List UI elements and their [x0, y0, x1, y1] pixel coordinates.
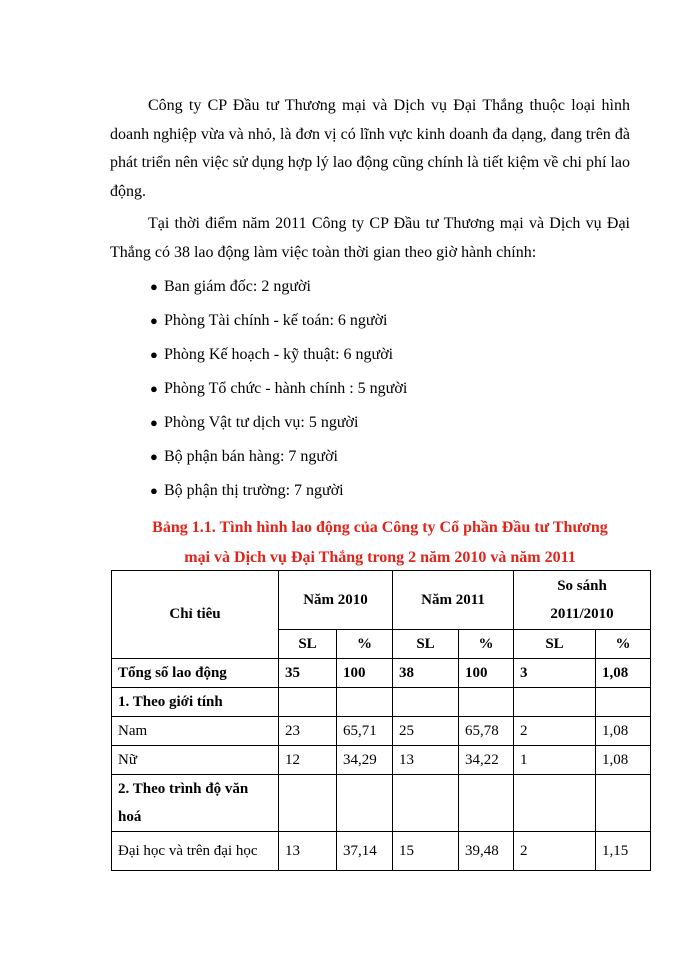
table-row: Đại học và trên đại học 13 37,14 15 39,48 2 1,15: [112, 832, 651, 871]
header-compare: So sánh 2011/2010: [514, 571, 651, 630]
list-item: ● Phòng Tổ chức - hành chính : 5 người: [150, 372, 407, 406]
header-year-2010: Năm 2010: [279, 571, 393, 630]
bullet-icon: ●: [150, 449, 158, 464]
bullet-icon: ●: [150, 483, 158, 498]
header-pct: %: [337, 630, 393, 659]
table-row: Tổng số lao động 35 100 38 100 3 1,08: [112, 659, 651, 688]
header-indicator: Chỉ tiêu: [112, 571, 279, 659]
list-item: ● Phòng Vật tư dịch vụ: 5 người: [150, 406, 407, 440]
bullet-icon: ●: [150, 415, 158, 430]
bullet-icon: ●: [150, 347, 158, 362]
table-row: 1. Theo giới tính: [112, 688, 651, 717]
list-item: ● Ban giám đốc: 2 người: [150, 270, 407, 304]
header-pct: %: [596, 630, 651, 659]
table-caption-line1: Bảng 1.1. Tình hình lao động của Công ty Cổ phần Đầu tư Thương: [152, 519, 608, 536]
table-caption: [110, 513, 650, 573]
table-row: Nữ 12 34,29 13 34,22 1 1,08: [112, 746, 651, 775]
paragraph-staff-count: [110, 210, 630, 267]
bullet-icon: ●: [150, 313, 158, 328]
table-header-row: [112, 571, 651, 630]
header-sl: SL: [393, 630, 459, 659]
table-row: 2. Theo trình độ văn hoá: [112, 775, 651, 832]
bullet-icon: ●: [150, 279, 158, 294]
header-sl: SL: [514, 630, 596, 659]
paragraph-staff-count-text: Tại thời điểm năm 2011 Công ty CP Đầu tư Thương mại và Dịch vụ Đại Thắng có 38 lao động làm việc toàn thời gian theo giờ hành chính:: [110, 215, 630, 261]
table-caption-line2: mại và Dịch vụ Đại Thắng trong 2 năm 2010 và năm 2011: [184, 549, 576, 566]
list-item: ● Phòng Kế hoạch - kỹ thuật: 6 người: [150, 338, 407, 372]
department-list: [150, 270, 407, 508]
bullet-icon: ●: [150, 381, 158, 396]
list-item: ● Bộ phận thị trường: 7 người: [150, 474, 407, 508]
header-sl: SL: [279, 630, 337, 659]
list-item: ● Phòng Tài chính - kế toán: 6 người: [150, 304, 407, 338]
table-row: Nam 23 65,71 25 65,78 2 1,08: [112, 717, 651, 746]
header-year-2011: Năm 2011: [393, 571, 514, 630]
header-pct: %: [459, 630, 514, 659]
paragraph-intro-text: Công ty CP Đầu tư Thương mại và Dịch vụ Đại Thắng thuộc loại hình doanh nghiệp vừa và nhỏ, là đơn vị có lĩnh vực kinh doanh đa dạng, đang trên đà phát triển nên việc sử dụng hợp lý lao động cũng chính là tiết kiệm về chi phí lao động.: [110, 97, 630, 200]
paragraph-intro: [110, 92, 630, 206]
list-item: ● Bộ phận bán hàng: 7 người: [150, 440, 407, 474]
labor-table: [111, 570, 651, 871]
